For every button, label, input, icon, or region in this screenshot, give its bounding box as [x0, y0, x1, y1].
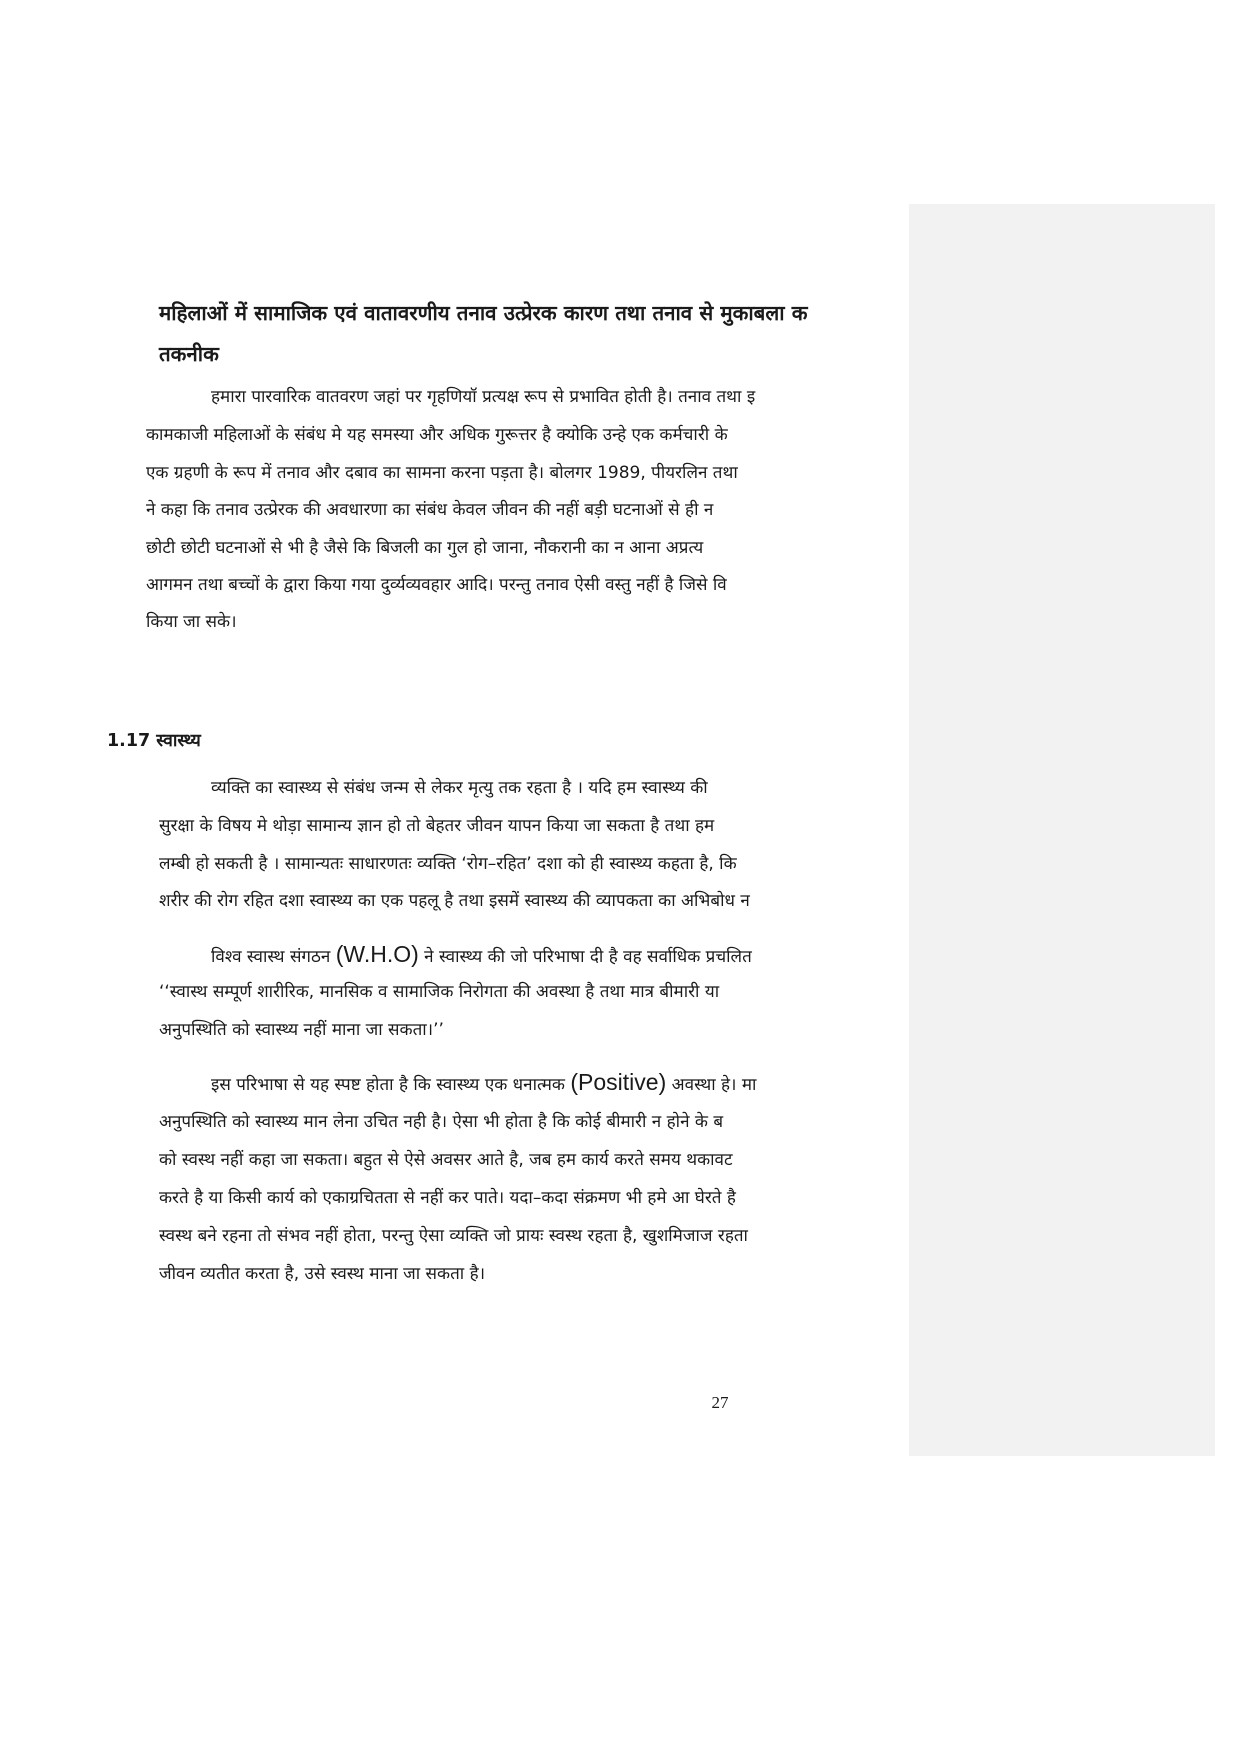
para1-line-6: आगमन तथा बच्चों के द्वारा किया गया दुर्व्यव्यवहार आदि। परन्तु तनाव ऐसी वस्तु नहीं है जिसे वि [146, 575, 727, 595]
para3-line-3: अनुपस्थिति को स्वास्थ्य नहीं माना जा सकता।’’ [159, 1020, 444, 1040]
para1-line-2: कामकाजी महिलाओं के संबंध मे यह समस्या और अधिक गुरूत्तर है क्योकि उन्हे एक कर्मचारी के [146, 425, 728, 445]
positive-term: (Positive) [570, 1069, 667, 1095]
para3-line-2: ‘‘स्वास्थ सम्पूर्ण शारीरिक, मानसिक व सामाजिक निरोगता की अवस्था है तथा मात्र बीमारी या [159, 982, 720, 1002]
para4-line-6: जीवन व्यतीत करता है, उसे स्वस्थ माना जा सकता है। [159, 1264, 486, 1284]
para4-line-3: को स्वस्थ नहीं कहा जा सकता। बहुत से ऐसे अवसर आते है, जब हम कार्य करते समय थकावट [159, 1150, 733, 1170]
para1-line-3: एक ग्रहणी के रूप में तनाव और दबाव का सामना करना पड़ता है। बोलगर 1989, पीयरलिन तथा [146, 463, 738, 483]
section-heading [107, 729, 201, 753]
section-number: 1.17 [107, 731, 151, 751]
para2-line-3: लम्बी हो सकती है । सामान्यतः साधारणतः व्यक्ति ‘रोग–रहित’ दशा को ही स्वास्थ्य कहता है, कि [159, 854, 737, 874]
section-title: स्वास्थ्य [156, 731, 201, 751]
page-number: 27 [711, 1393, 729, 1412]
para2-line-1: व्यक्ति का स्वास्थ्य से संबंध जन्म से लेकर मृत्यु तक रहता है । यदि हम स्वास्थ्य की [211, 778, 708, 798]
para2-line-4: शरीर की रोग रहित दशा स्वास्थ्य का एक पहलू है तथा इसमें स्वास्थ्य की व्यापकता का अभिबोध न [159, 891, 750, 911]
para4-line-1-start: इस परिभाषा से यह स्पष्ट होता है कि स्वास्थ्य एक धनात्मक [211, 1075, 571, 1095]
para4-line-5: स्वस्थ बने रहना तो संभव नहीं होता, परन्तु ऐसा व्यक्ति जो प्रायः स्वस्थ रहता है, खुशमिजाज रहता [159, 1226, 748, 1246]
para3-line-1-end: ने स्वास्थ्य की जो परिभाषा दी है वह सर्वाधिक प्रचलित [418, 947, 752, 967]
para3-line-1 [211, 942, 752, 969]
para4-line-4: करते है या किसी कार्य को एकाग्रचितता से नहीं कर पाते। यदा–कदा संक्रमण भी हमे आ घेरते है [159, 1188, 736, 1208]
para4-line-2: अनुपस्थिति को स्वास्थ्य मान लेना उचित नही है। ऐसा भी होता है कि कोई बीमारी न होने के ब [159, 1112, 724, 1132]
para1-line-4: ने कहा कि तनाव उत्प्रेरक की अवधारणा का संबंध केवल जीवन की नहीं बड़ी घटनाओं से ही न [146, 500, 714, 520]
para4-line-1 [211, 1070, 756, 1097]
heading-line-1: महिलाओं में सामाजिक एवं वातावरणीय तनाव उत्प्रेरक कारण तथा तनाव से मुकाबला क [159, 301, 808, 325]
comment-pane [909, 204, 1215, 1456]
para3-line-1-start: विश्व स्वास्थ संगठन [211, 947, 336, 967]
heading-line-2: तकनीक [159, 342, 219, 366]
para4-line-1-end: अवस्था हे। मा [666, 1075, 757, 1095]
who-abbreviation: (W.H.O) [335, 941, 419, 967]
para1-line-1: हमारा पारवारिक वातवरण जहां पर गृहणियॉ प्रत्यक्ष रूप से प्रभावित होती है। तनाव तथा इ [211, 387, 756, 407]
para2-line-2: सुरक्षा के विषय मे थोड़ा सामान्य ज्ञान हो तो बेहतर जीवन यापन किया जा सकता है तथा हम [159, 816, 715, 836]
para1-line-5: छोटी छोटी घटनाओं से भी है जैसे कि बिजली का गुल हो जाना, नौकरानी का न आना अप्रत्य [146, 538, 704, 558]
para1-line-7: किया जा सके। [146, 612, 237, 632]
